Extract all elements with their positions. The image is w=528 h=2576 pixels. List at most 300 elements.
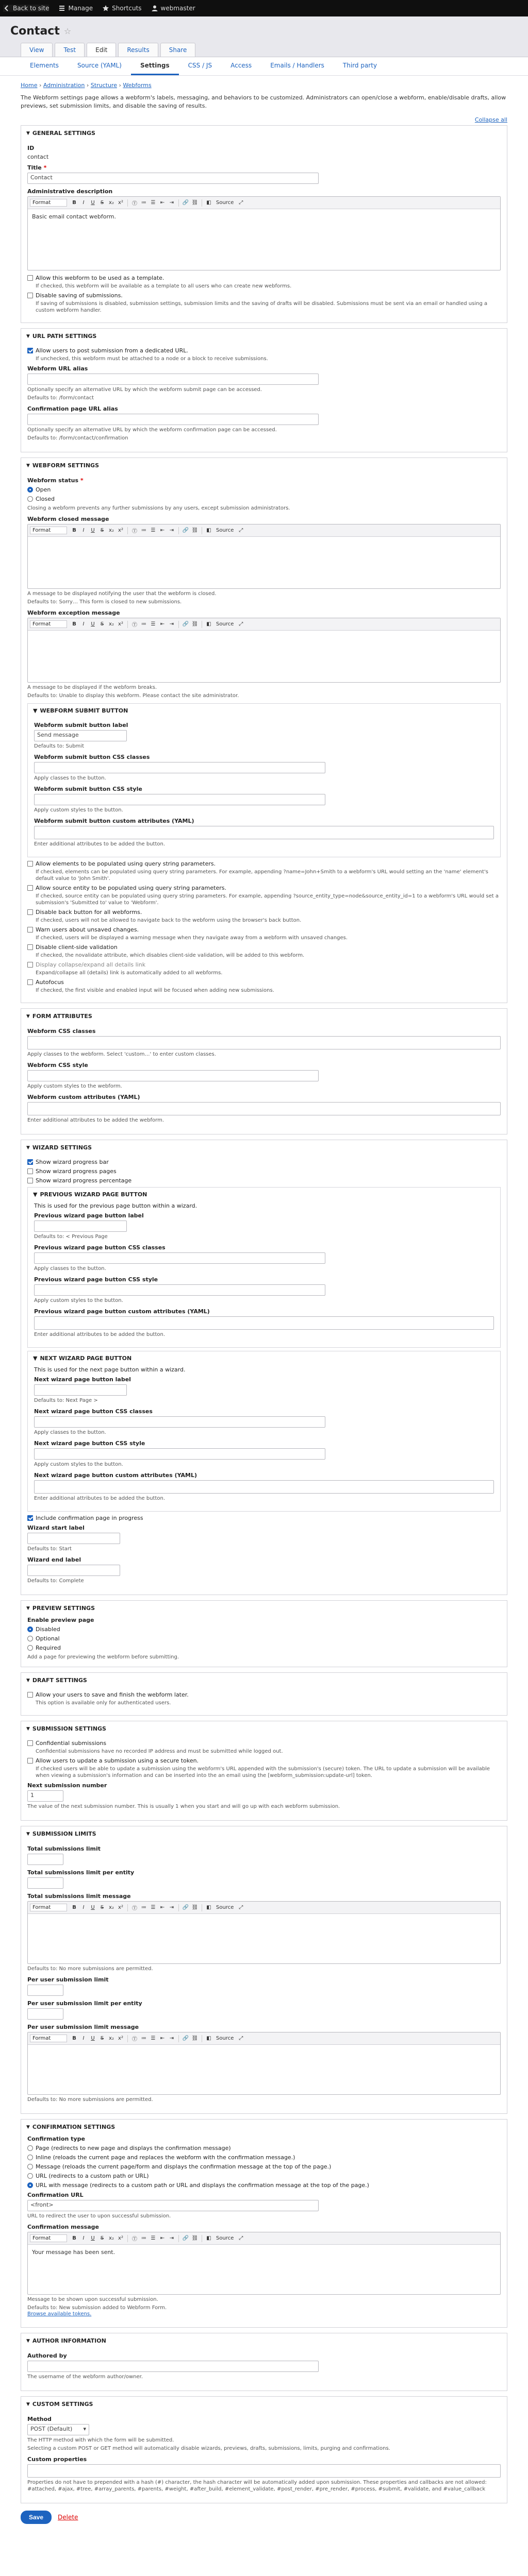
triangle-down-icon: ▼ [26,1013,30,1019]
bullet-list-icon[interactable]: ☰ [151,2235,156,2241]
prev-label-input[interactable] [34,1221,127,1232]
source-icon[interactable]: ◧ [206,200,211,206]
format-select[interactable]: Format [30,199,67,207]
user-msg-editor[interactable] [27,2032,501,2095]
bullet-list-icon[interactable]: ☰ [151,621,156,627]
source-icon[interactable]: ◧ [206,528,211,533]
next-attr-label: Next wizard page button custom attributes (YAML) [34,1472,197,1479]
user-limit-input[interactable] [27,1985,63,1996]
next-button-summary[interactable] [28,1351,500,1365]
bold-icon[interactable]: B [72,2235,76,2241]
delete-link[interactable]: Delete [58,2514,78,2521]
confirm-alias-default: Defaults to: /form/contact/confirmation [27,435,128,441]
underline-icon[interactable]: U [91,2036,95,2041]
outdent-icon[interactable]: ⇤ [160,621,165,627]
format-select[interactable]: Format [30,1904,67,1911]
next-attr-input[interactable] [34,1480,494,1494]
unlink-icon[interactable]: ⛓ [191,528,199,533]
confirm-message-row[interactable] [27,2163,501,2170]
form-classes-select[interactable] [27,1036,501,1049]
method-value: POST (Default) [30,2426,73,2432]
status-open-row[interactable] [27,486,501,493]
user-msg-area[interactable] [28,2045,500,2094]
bullet-list-icon[interactable]: ☰ [151,200,156,206]
confirm-url-row[interactable] [27,2173,501,2179]
preview-required-radio[interactable] [27,1645,33,1651]
preview-desc: Add a page for previewing the webform before submitting. [27,1654,179,1660]
allow-post-desc: If unchecked, this webform must be attached to a node or a block to receive submissions. [36,356,268,362]
draft-summary[interactable] [21,1673,507,1688]
total-msg-editor[interactable] [27,1901,501,1964]
link-icon[interactable]: 🔗 [182,1905,189,1910]
numbered-list-icon[interactable]: ≔ [141,2235,146,2241]
tab-share[interactable]: Share [160,43,196,57]
shortcut-star-icon[interactable]: ☆ [63,26,72,36]
tab-access[interactable]: Access [230,62,252,69]
confirm-message-label: Message (reloads the current page/form and displays the confirmation message at the top of the page.) [36,2163,332,2170]
method-select[interactable] [27,2424,89,2435]
tab-css-js[interactable]: CSS / JS [188,62,212,69]
subscript-icon[interactable]: x₂ [109,200,114,206]
preview-optional-row[interactable] [27,1635,501,1642]
source-entity-checkbox[interactable] [27,885,33,891]
link-icon[interactable]: 🔗 [182,2036,189,2041]
prev-button-settings [27,1187,501,1348]
triangle-down-icon: ▼ [33,1355,38,1362]
wizard-start-default: Defaults to: Start [27,1546,72,1552]
confirm-inline-radio[interactable] [27,2155,33,2160]
secure-token-checkbox[interactable] [27,1758,33,1764]
maximize-icon[interactable]: ⤢ [239,2235,243,2241]
breadcrumb-structure[interactable]: Structure [90,82,117,89]
bullet-list-icon[interactable]: ☰ [151,1905,156,1910]
submit-classes-input[interactable] [34,762,325,773]
webform-settings-summary[interactable] [21,458,507,473]
remove-format-icon[interactable]: Ⓣ [132,529,137,534]
breadcrumb-administration[interactable]: Administration [43,82,85,89]
submit-attr-label: Webform submit button custom attributes (YAML) [34,818,194,824]
status-label-text: Webform status [27,477,78,484]
draft-allow-row[interactable] [27,1691,501,1706]
confirm-alias-input[interactable] [27,414,319,425]
source-icon[interactable]: ◧ [206,2036,211,2041]
query-checkbox[interactable] [27,861,33,867]
editor-toolbar [28,618,500,631]
maximize-icon[interactable]: ⤢ [239,200,243,206]
numbered-list-icon[interactable]: ≔ [141,528,146,533]
total-entity-limit-label: Total submissions limit per entity [27,1869,135,1876]
format-select[interactable]: Format [30,527,67,534]
format-select[interactable]: Format [30,2234,67,2242]
exception-editor[interactable] [27,618,501,683]
next-serial-input[interactable]: 1 [27,1790,63,1802]
prev-attr-input[interactable] [34,1316,494,1330]
unlink-icon[interactable]: ⛓ [191,2235,199,2241]
admin-description-editor[interactable] [27,196,501,270]
italic-icon[interactable]: I [82,2036,85,2041]
submit-button-summary[interactable] [28,704,500,718]
link-icon[interactable]: 🔗 [182,2235,189,2241]
remove-format-icon[interactable]: Ⓣ [132,201,137,207]
form-attributes-summary[interactable] [21,1009,507,1024]
superscript-icon[interactable]: x² [118,528,123,533]
autofocus-checkbox[interactable] [27,979,33,985]
italic-icon[interactable]: I [82,528,85,533]
confidential-row[interactable] [27,1740,501,1755]
bullet-list-icon[interactable]: ☰ [151,528,156,533]
tab-emails-handlers[interactable]: Emails / Handlers [270,62,324,69]
indent-icon[interactable]: ⇥ [169,2036,174,2041]
bullet-list-icon[interactable]: ☰ [151,2036,156,2041]
author-summary[interactable] [21,2333,507,2348]
admin-description-label: Administrative description [27,188,113,195]
numbered-list-icon[interactable]: ≔ [141,621,146,627]
outdent-icon[interactable]: ⇤ [160,2036,165,2041]
italic-icon[interactable]: I [82,1905,85,1910]
underline-icon[interactable]: U [91,1905,95,1910]
next-classes-input[interactable] [34,1416,325,1428]
total-limit-input[interactable] [27,1854,63,1865]
triangle-down-icon: ▼ [26,2401,30,2407]
general-settings-summary[interactable] [21,126,507,141]
collapse-link-label: Display collapse/expand all details link [36,961,146,968]
wizard-end-input[interactable] [27,1565,120,1576]
template-checkbox[interactable] [27,275,33,281]
next-classes-label: Next wizard page button CSS classes [34,1408,153,1415]
progress-percent-row[interactable] [27,1177,501,1184]
maximize-icon[interactable]: ⤢ [239,2036,243,2041]
closed-msg-editor[interactable] [27,524,501,589]
template-desc: If checked, this webform will be available as a template to all users who can create new webforms. [36,283,292,289]
url-path-summary[interactable] [21,329,507,344]
admin-toolbar [0,0,528,16]
tab-source-yaml[interactable]: Source (YAML) [77,62,122,69]
prev-style-desc: Apply custom styles to the button. [34,1298,123,1303]
source-label[interactable]: Source [216,2036,234,2041]
tab-elements[interactable]: Elements [30,62,59,69]
confirm-msg-label: Confirmation message [27,2224,99,2230]
custom-settings [21,2396,507,2503]
preview-disabled-row[interactable] [27,1626,501,1633]
prev-style-input[interactable] [34,1284,325,1296]
submit-attr-input[interactable] [34,826,494,839]
draft-allow-checkbox[interactable] [27,1692,33,1698]
prev-attr-label: Previous wizard page button custom attributes (YAML) [34,1308,210,1315]
breadcrumb-webforms[interactable]: Webforms [123,82,152,89]
prev-classes-desc: Apply classes to the button. [34,1266,106,1272]
confidential-checkbox[interactable] [27,1740,33,1746]
confirm-msg-area[interactable]: Your message has been sent. [32,2249,116,2256]
allow-post-row[interactable] [27,347,501,362]
strikethrough-icon[interactable]: S [100,621,104,627]
confirm-url-msg-radio[interactable] [27,2182,33,2188]
preview-summary[interactable] [21,1601,507,1616]
confirmation-summary[interactable] [21,2120,507,2134]
unlink-icon[interactable]: ⛓ [191,200,199,206]
query-row[interactable] [27,860,501,882]
format-select[interactable]: Format [30,2035,67,2042]
unlink-icon[interactable]: ⛓ [191,1905,199,1910]
source-icon[interactable]: ◧ [206,1905,211,1910]
superscript-icon[interactable]: x² [118,2036,123,2041]
closed-msg-desc: A message to be displayed notifying the user that the webform is closed. [27,591,217,597]
submission-summary[interactable] [21,1721,507,1736]
page-header [0,16,528,57]
triangle-down-icon: ▼ [26,1726,30,1732]
custom-props-input[interactable] [27,2464,501,2478]
underline-icon[interactable]: U [91,621,95,627]
status-closed-radio[interactable] [27,496,33,502]
submit-button-title: WEBFORM SUBMIT BUTTON [40,707,128,714]
submission-settings [21,1721,507,1821]
form-attr-input[interactable] [27,1102,501,1115]
preview-required-label: Required [36,1645,61,1651]
exception-area[interactable] [28,631,500,682]
id-label: ID [27,145,35,151]
confirm-url-input-label: Confirmation URL [27,2192,84,2198]
title-input[interactable]: Contact [27,173,319,184]
strikethrough-icon[interactable]: S [100,2235,104,2241]
back-to-site-link[interactable] [3,5,49,12]
main-content [0,76,528,2534]
method-desc-2: Selecting a custom POST or GET method will automatically disable wizards, previews, drafts, submissions, limits, purging and confirmations. [27,2446,390,2451]
progress-pages-checkbox[interactable] [27,1168,33,1174]
status-label: Webform status * [27,477,84,484]
superscript-icon[interactable]: x² [118,1905,123,1910]
general-settings [21,125,507,323]
form-style-label: Webform CSS style [27,1062,88,1069]
maximize-icon[interactable]: ⤢ [239,528,243,533]
outdent-icon[interactable]: ⇤ [160,528,165,533]
maximize-icon[interactable]: ⤢ [239,621,243,627]
superscript-icon[interactable]: x² [118,2235,123,2241]
user-menu[interactable] [151,5,195,12]
submit-style-desc: Apply custom styles to the button. [34,807,123,813]
strikethrough-icon[interactable]: S [100,1905,104,1910]
preview-required-row[interactable] [27,1645,501,1651]
progress-bar-row[interactable] [27,1159,501,1165]
id-value: contact [27,154,49,160]
title-label: Title * [27,164,47,171]
editor-toolbar [28,524,500,537]
wizard-start-input[interactable] [27,1533,120,1544]
source-entity-label: Allow source entity to be populated using query string parameters. [36,885,226,891]
progress-bar-checkbox[interactable] [27,1159,33,1165]
link-icon[interactable]: 🔗 [182,528,189,533]
next-style-input[interactable] [34,1448,325,1460]
tab-test[interactable]: Test [55,43,85,57]
outdent-icon[interactable]: ⇤ [160,1905,165,1910]
indent-icon[interactable]: ⇥ [169,528,174,533]
italic-icon[interactable]: I [82,621,85,627]
bold-icon[interactable]: B [72,200,76,206]
custom-summary[interactable] [21,2397,507,2412]
wizard-summary[interactable] [21,1140,507,1155]
remove-format-icon[interactable]: Ⓣ [132,2236,137,2242]
strikethrough-icon[interactable]: S [100,200,104,206]
bold-icon[interactable]: B [72,621,76,627]
source-label[interactable]: Source [216,528,234,533]
maximize-icon[interactable]: ⤢ [239,1905,243,1910]
confirm-page-radio[interactable] [27,2145,33,2151]
manage-menu[interactable] [58,5,93,12]
unlink-icon[interactable]: ⛓ [191,621,199,627]
disable-saving-row[interactable] [27,292,501,314]
total-msg-area[interactable] [28,1914,500,1963]
strikethrough-icon[interactable]: S [100,528,104,533]
author-title: AUTHOR INFORMATION [32,2337,106,2344]
source-label[interactable]: Source [216,200,234,206]
secondary-tabs [0,57,528,76]
shortcuts-label: Shortcuts [112,5,142,12]
user-icon [151,5,158,12]
limits-summary[interactable] [21,1826,507,1841]
query-desc: If checked, elements can be populated using query string parameters. For example, appending ?name=John+Smith to a webform's URL would setting an the 'name' element's default value to 'John Smith'. [36,869,488,882]
collapse-link-row[interactable] [27,961,501,976]
underline-icon[interactable]: U [91,200,95,206]
subscript-icon[interactable]: x₂ [109,528,114,533]
collapse-link-checkbox[interactable] [27,962,33,968]
allow-post-checkbox[interactable] [27,348,33,353]
tab-edit[interactable]: Edit [87,43,116,57]
numbered-list-icon[interactable]: ≔ [141,1905,146,1910]
client-validation-row[interactable] [27,944,501,959]
back-button-row[interactable] [27,909,501,924]
unlink-icon[interactable]: ⛓ [191,2036,199,2041]
indent-icon[interactable]: ⇥ [169,621,174,627]
triangle-down-icon: ▼ [26,463,30,468]
browse-tokens-link[interactable]: Browse available tokens. [27,2311,92,2317]
closed-msg-area[interactable] [28,537,500,588]
superscript-icon[interactable]: x² [118,621,123,627]
underline-icon[interactable]: U [91,528,95,533]
authored-by-input[interactable] [27,2361,319,2372]
secure-token-row[interactable] [27,1757,501,1779]
strikethrough-icon[interactable]: S [100,2036,104,2041]
confirm-url-radio[interactable] [27,2173,33,2179]
subscript-icon[interactable]: x₂ [109,2036,114,2041]
progress-pages-row[interactable] [27,1168,501,1175]
bold-icon[interactable]: B [72,2036,76,2041]
include-confirm-checkbox[interactable] [27,1515,33,1521]
subscript-icon[interactable]: x₂ [109,621,114,627]
total-entity-limit-input[interactable] [27,1877,63,1889]
progress-percent-checkbox[interactable] [27,1178,33,1183]
next-label-input[interactable] [34,1384,127,1396]
numbered-list-icon[interactable]: ≔ [141,2036,146,2041]
next-style-label: Next wizard page button CSS style [34,1440,145,1447]
prev-attr-desc: Enter additional attributes to be added the button. [34,1332,166,1337]
status-open-radio[interactable] [27,487,33,493]
confirm-alias-label: Confirmation page URL alias [27,405,118,412]
confirm-url-input[interactable]: <front> [27,2200,319,2211]
disable-saving-checkbox[interactable] [27,293,33,298]
back-to-site-label: Back to site [13,5,50,12]
indent-icon[interactable]: ⇥ [169,200,174,206]
outdent-icon[interactable]: ⇤ [160,200,165,206]
breadcrumb-home[interactable]: Home [21,82,38,89]
closed-msg-default: Defaults to: Sorry… This form is closed to new submissions. [27,599,182,605]
status-open-label: Open [36,486,51,493]
link-icon[interactable]: 🔗 [182,621,189,627]
italic-icon[interactable]: I [82,2235,85,2241]
form-style-input[interactable] [27,1070,319,1081]
remove-format-icon[interactable]: Ⓣ [132,1906,137,1911]
confirm-inline-row[interactable] [27,2154,501,2161]
format-select[interactable]: Format [30,620,67,628]
indent-icon[interactable]: ⇥ [169,2235,174,2241]
numbered-list-icon[interactable]: ≔ [141,200,146,206]
prev-classes-label: Previous wizard page button CSS classes [34,1244,166,1251]
superscript-icon[interactable]: x² [118,200,123,206]
allow-post-label: Allow users to post submission from a dedicated URL. [36,347,188,354]
submit-label-input[interactable]: Send message [34,730,127,741]
italic-icon[interactable]: I [82,200,85,206]
preview-disabled-radio[interactable] [27,1626,33,1632]
save-button[interactable]: Save [21,2511,52,2524]
subscript-icon[interactable]: x₂ [109,2235,114,2241]
source-label[interactable]: Source [216,1905,234,1910]
source-icon[interactable]: ◧ [206,2235,211,2241]
source-icon[interactable]: ◧ [206,621,211,627]
next-label-default: Defaults to: Next Page > [34,1398,98,1403]
indent-icon[interactable]: ⇥ [169,1905,174,1910]
source-label[interactable]: Source [216,2235,234,2241]
shortcuts-menu[interactable] [102,5,141,12]
confirm-page-row[interactable] [27,2145,501,2151]
admin-description-area[interactable]: Basic email contact webform. [32,213,117,220]
user-label: webmaster [160,5,195,12]
tab-results[interactable]: Results [118,43,158,57]
source-entity-row[interactable] [27,885,501,906]
triangle-down-icon: ▼ [26,1605,30,1611]
outdent-icon[interactable]: ⇤ [160,2235,165,2241]
underline-icon[interactable]: U [91,2235,95,2241]
tab-third-party[interactable]: Third party [342,62,377,69]
remove-format-icon[interactable]: Ⓣ [132,622,137,628]
collapse-link-desc: Expand/collapse all (details) link is automatically added to all webforms. [36,970,223,976]
prev-classes-input[interactable] [34,1252,325,1264]
include-confirm-row[interactable] [27,1515,501,1521]
bold-icon[interactable]: B [72,1905,76,1910]
template-checkbox-row[interactable] [27,275,501,290]
confirm-message-radio[interactable] [27,2164,33,2170]
submit-style-input[interactable] [34,794,325,805]
confirm-msg-editor[interactable] [27,2232,501,2295]
user-entity-limit-input[interactable] [27,2008,63,2020]
prev-button-summary[interactable] [28,1188,500,1201]
status-closed-row[interactable] [27,496,501,502]
tab-view[interactable]: View [21,43,53,57]
link-icon[interactable]: 🔗 [182,200,189,206]
preview-optional-radio[interactable] [27,1636,33,1641]
back-button-checkbox[interactable] [27,909,33,915]
tab-settings[interactable]: Settings [131,57,179,75]
unsaved-row[interactable] [27,926,501,941]
source-label[interactable]: Source [216,621,234,627]
remove-format-icon[interactable]: Ⓣ [132,2037,137,2042]
client-validation-checkbox[interactable] [27,944,33,950]
autofocus-row[interactable] [27,979,501,994]
bold-icon[interactable]: B [72,528,76,533]
confirm-url-msg-row[interactable] [27,2182,501,2189]
collapse-all-link[interactable]: Collapse all [474,116,507,123]
url-alias-input[interactable] [27,374,319,385]
subscript-icon[interactable]: x₂ [109,1905,114,1910]
unsaved-checkbox[interactable] [27,927,33,933]
url-path-title: URL PATH SETTINGS [32,333,97,340]
user-msg-label: Per user submission limit message [27,2024,139,2030]
